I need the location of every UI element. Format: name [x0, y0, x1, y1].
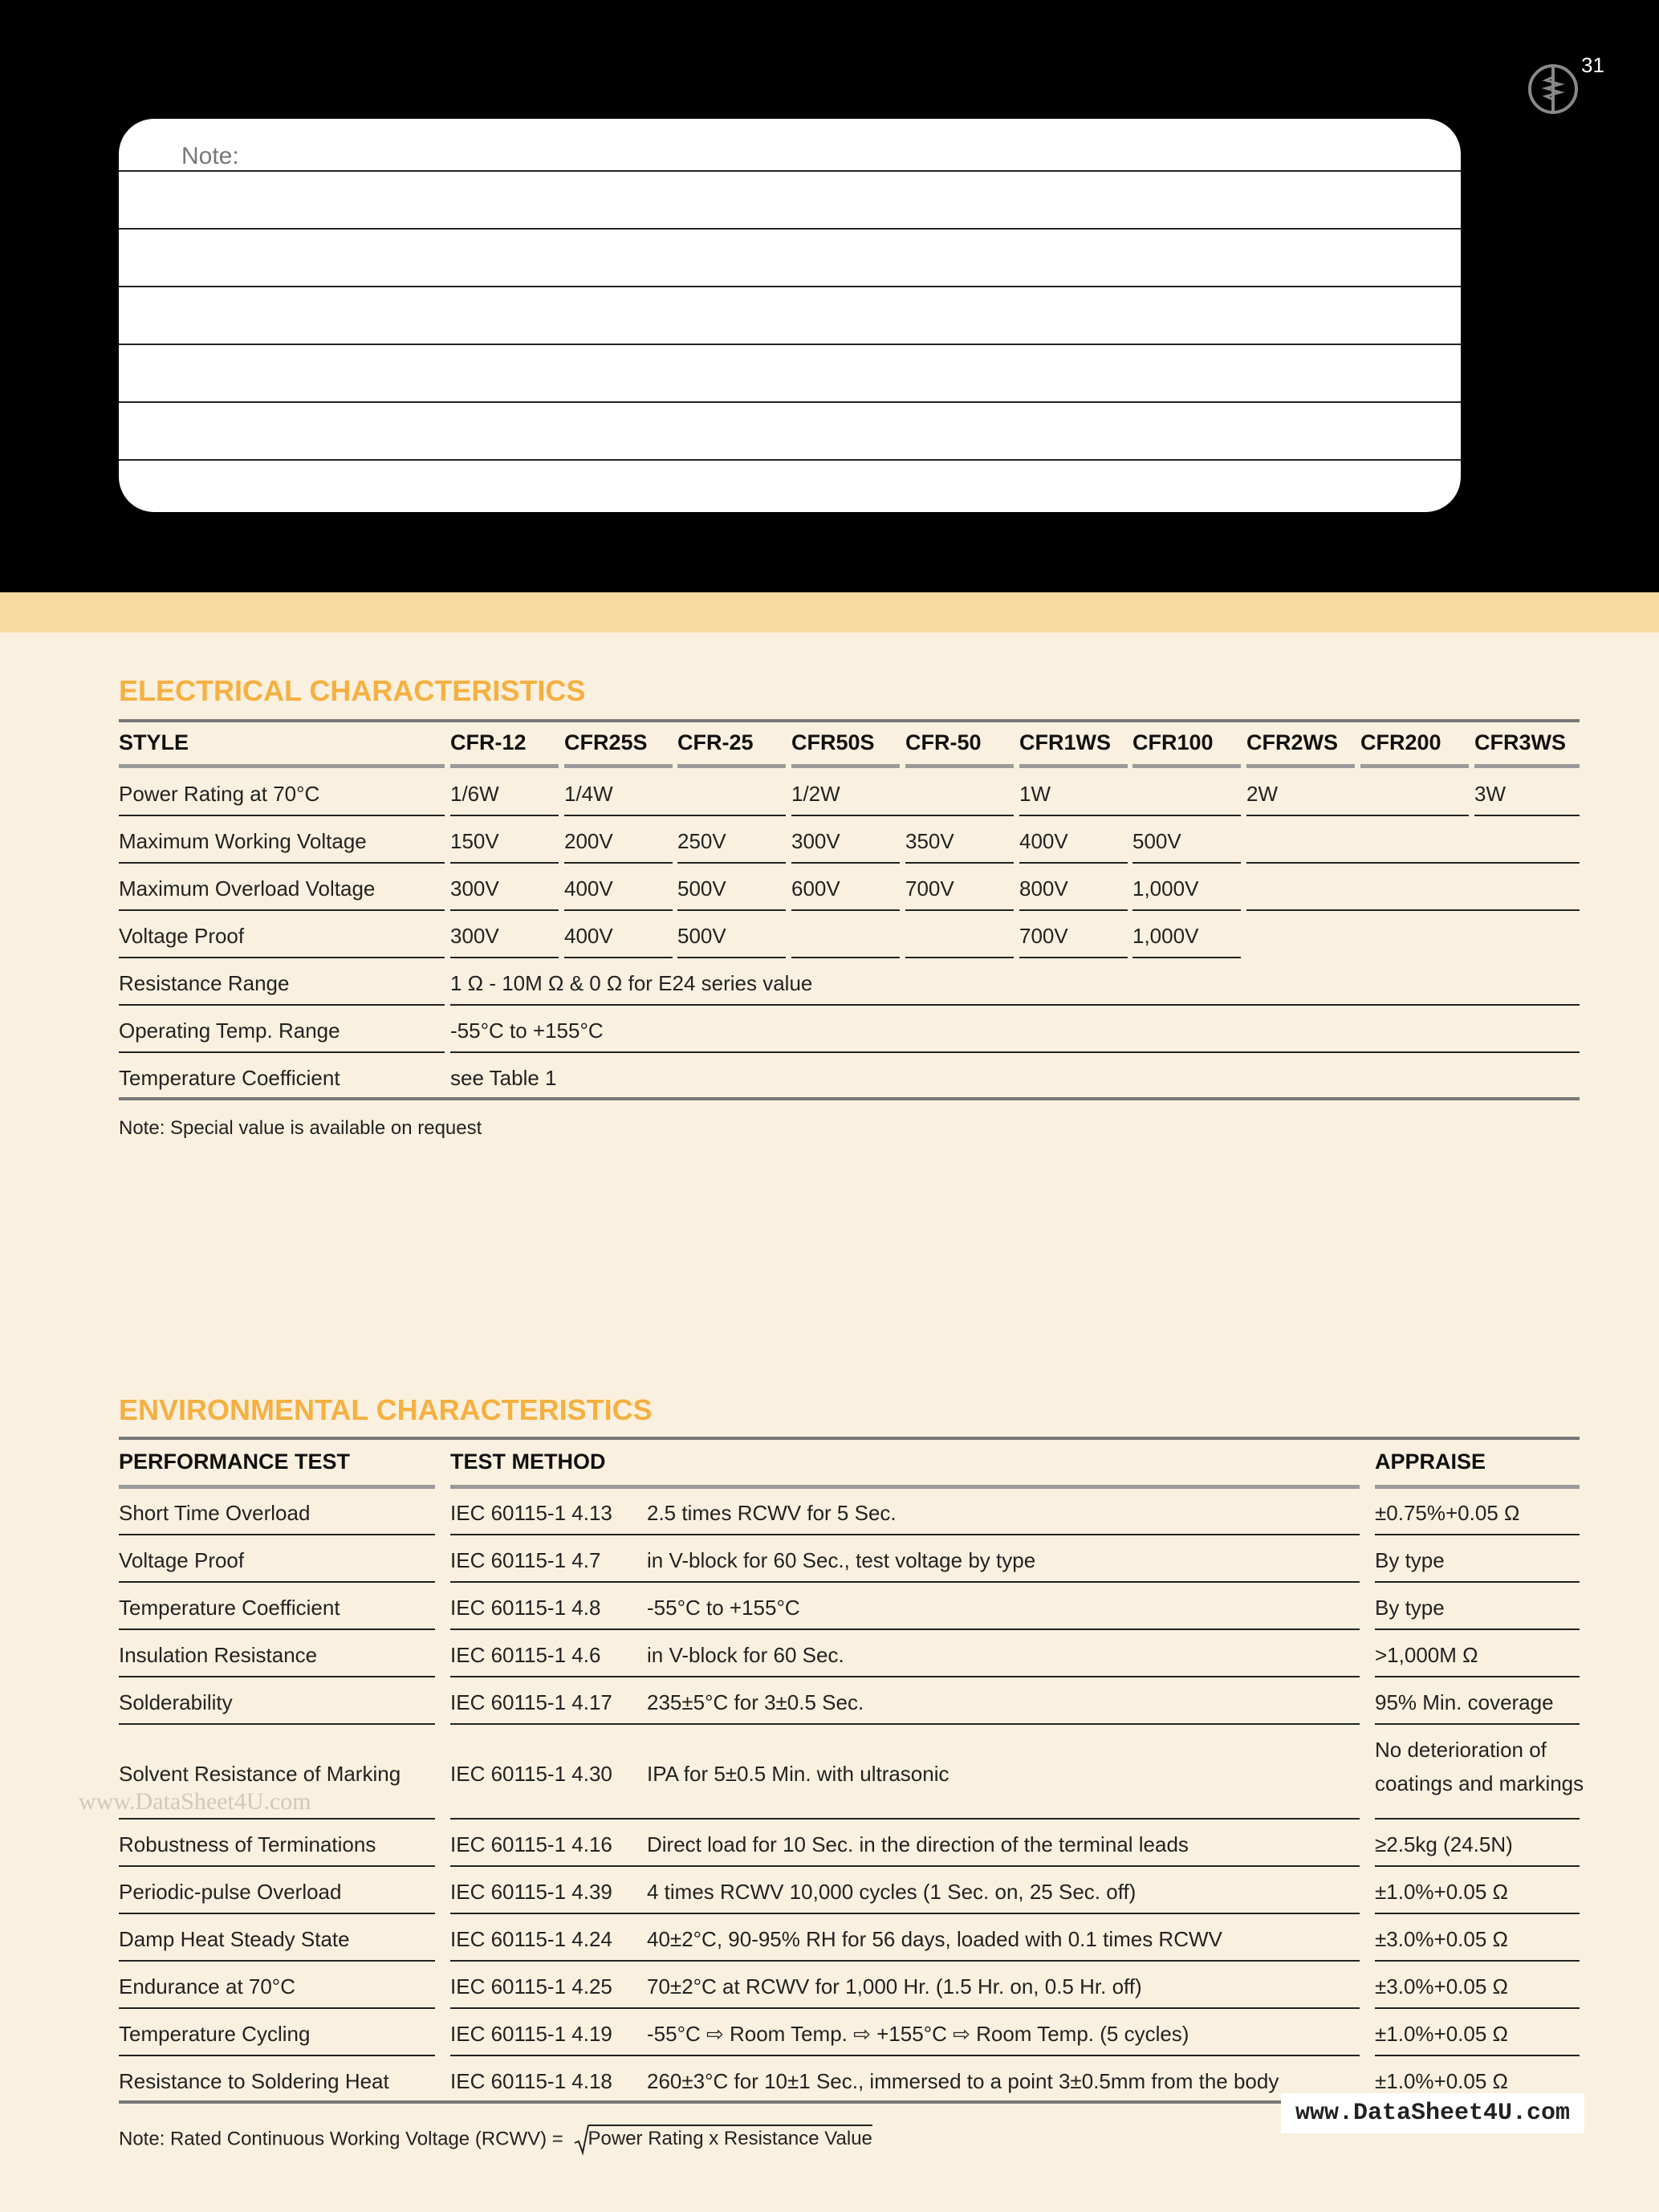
row-rule	[791, 957, 900, 958]
test-name: Damp Heat Steady State	[119, 1927, 350, 1951]
row-rule	[791, 862, 900, 864]
row-rule	[450, 2055, 1360, 2056]
test-method: Direct load for 10 Sec. in the direction of the terminal leads	[647, 1832, 1189, 1856]
appraise-value: ±1.0%+0.05 Ω	[1375, 2022, 1508, 2046]
header-test-method: TEST METHOD	[450, 1450, 606, 1474]
note-line	[119, 228, 1461, 230]
test-standard: IEC 60115-1 4.16	[450, 1832, 612, 1856]
appraise-value: ±3.0%+0.05 Ω	[1375, 1974, 1508, 1999]
row-rule	[119, 1723, 435, 1725]
cell-value: 400V	[564, 924, 613, 948]
row-rule	[677, 909, 786, 911]
test-name: Voltage Proof	[119, 1548, 245, 1572]
row-rule	[791, 815, 1014, 816]
test-standard: IEC 60115-1 4.25	[450, 1974, 612, 1999]
square-root-icon	[574, 2124, 590, 2156]
appraise-value: >1,000M Ω	[1375, 1643, 1478, 1667]
electrical-note: Note: Special value is available on request	[119, 1117, 482, 1139]
row-rule	[450, 815, 559, 816]
cell-value: 500V	[677, 924, 726, 948]
row-rule	[450, 1629, 1360, 1630]
row-rule	[1375, 2007, 1580, 2009]
cell-value: 400V	[564, 876, 613, 901]
test-name: Robustness of Terminations	[119, 1832, 376, 1856]
test-method: -55°C ⇨ Room Temp. ⇨ +155°C ⇨ Room Temp. (5 cycles)	[647, 2022, 1189, 2046]
header-rule	[905, 764, 1014, 768]
row-rule	[119, 1676, 435, 1677]
row-label: Voltage Proof	[119, 924, 245, 948]
span-value: -55°C to +155°C	[450, 1019, 604, 1043]
row-rule	[119, 2055, 435, 2056]
row-rule	[1375, 1865, 1580, 1867]
row-rule	[1019, 909, 1128, 911]
header-model: CFR-25	[677, 730, 754, 754]
table-row	[119, 865, 1580, 913]
row-rule	[1246, 909, 1580, 911]
row-rule	[119, 815, 445, 816]
row-rule	[1375, 1723, 1580, 1725]
watermark-side: www.DataSheet4U.com	[79, 1788, 311, 1815]
test-name: Solvent Resistance of Marking	[119, 1762, 401, 1786]
note-line	[119, 170, 1461, 172]
table-row	[119, 1490, 1580, 1537]
cell-value: 250V	[677, 829, 726, 853]
test-method: 70±2°C at RCWV for 1,000 Hr. (1.5 Hr. on, 0.5 Hr. off)	[647, 1974, 1142, 1999]
header-model: CFR100	[1132, 730, 1214, 754]
appraise-value: ±1.0%+0.05 Ω	[1375, 1880, 1508, 1904]
table-top-rule	[119, 1437, 1580, 1440]
row-rule	[119, 1051, 445, 1053]
test-method: 235±5°C for 3±0.5 Sec.	[647, 1690, 864, 1714]
cell-value: 300V	[450, 924, 499, 948]
test-standard: IEC 60115-1 4.39	[450, 1880, 612, 1904]
row-rule	[450, 1818, 1360, 1820]
table-row	[119, 2011, 1580, 2058]
cell-value: 800V	[1019, 876, 1068, 901]
table-row	[119, 1726, 1584, 1821]
header-rule	[1474, 764, 1580, 768]
table-row	[119, 1821, 1580, 1868]
row-rule	[119, 1913, 435, 1914]
header-rule	[1019, 764, 1128, 768]
row-rule	[1375, 1581, 1580, 1583]
row-rule	[1019, 862, 1128, 864]
row-rule	[119, 1534, 435, 1535]
row-rule	[564, 815, 786, 816]
appraise-value: coatings and markings	[1375, 1771, 1584, 1795]
header-rule	[119, 1485, 435, 1489]
row-rule	[450, 1913, 1360, 1914]
test-method: 40±2°C, 90-95% RH for 56 days, loaded with 0.1 times RCWV	[647, 1927, 1222, 1951]
cell-value: 300V	[791, 829, 840, 853]
appraise-value: No deterioration of	[1375, 1738, 1547, 1762]
environmental-header-row	[119, 1440, 1580, 1488]
cell-value: 300V	[450, 876, 499, 901]
header-model: CFR25S	[564, 730, 648, 754]
appraise-value: ±3.0%+0.05 Ω	[1375, 1927, 1508, 1951]
table-row	[119, 1868, 1580, 1916]
cell-value: 3W	[1474, 782, 1506, 806]
row-rule	[564, 909, 673, 911]
test-method: in V-block for 60 Sec., test voltage by type	[647, 1548, 1036, 1572]
header-model: CFR50S	[791, 730, 875, 754]
row-rule	[1375, 1913, 1580, 1914]
environmental-heading: ENVIRONMENTAL CHARACTERISTICS	[119, 1393, 653, 1426]
row-rule	[1474, 815, 1580, 816]
header-model: CFR200	[1360, 730, 1441, 754]
test-name: Endurance at 70°C	[119, 1974, 295, 1999]
row-rule	[450, 862, 559, 864]
row-label: Maximum Working Voltage	[119, 829, 367, 853]
test-standard: IEC 60115-1 4.18	[450, 2069, 612, 2093]
row-rule	[1132, 909, 1241, 911]
appraise-value: By type	[1375, 1596, 1445, 1620]
header-rule	[677, 764, 786, 768]
row-rule	[119, 1960, 435, 1962]
row-rule	[450, 1051, 1580, 1053]
row-rule	[450, 1676, 1360, 1677]
row-rule	[119, 1629, 435, 1630]
test-name: Temperature Coefficient	[119, 1596, 340, 1620]
row-rule	[677, 957, 786, 958]
cell-value: 350V	[905, 829, 954, 853]
row-rule	[905, 862, 1014, 864]
header-performance-test: PERFORMANCE TEST	[119, 1450, 351, 1474]
cell-value: 500V	[1132, 829, 1181, 853]
row-rule	[450, 1960, 1360, 1962]
test-standard: IEC 60115-1 4.19	[450, 2022, 612, 2046]
note-label: Note:	[181, 143, 239, 169]
row-label: Resistance Range	[119, 971, 290, 995]
test-name: Resistance to Soldering Heat	[119, 2069, 389, 2093]
row-label: Operating Temp. Range	[119, 1019, 340, 1043]
header-model: CFR3WS	[1474, 730, 1566, 754]
span-value: see Table 1	[450, 1066, 557, 1090]
test-method: 260±3°C for 10±1 Sec., immersed to a point 3±0.5mm from the body	[647, 2069, 1279, 2093]
electrical-heading: ELECTRICAL CHARACTERISTICS	[119, 674, 586, 707]
note-prefix: Note: Rated Continuous Working Voltage (RCWV) =	[119, 2128, 563, 2150]
header-appraise: APPRAISE	[1375, 1450, 1486, 1474]
row-rule	[1019, 957, 1128, 958]
row-rule	[1375, 1818, 1580, 1820]
row-rule	[905, 957, 1014, 958]
watermark-corner: www.DataSheet4U.com	[1281, 2093, 1584, 2133]
row-rule	[1375, 1629, 1580, 1630]
test-standard: IEC 60115-1 4.13	[450, 1501, 612, 1525]
test-standard: IEC 60115-1 4.8	[450, 1596, 601, 1620]
row-rule	[119, 862, 445, 864]
appraise-value: ±1.0%+0.05 Ω	[1375, 2069, 1508, 2093]
appraise-value: 95% Min. coverage	[1375, 1690, 1554, 1714]
test-name: Periodic-pulse Overload	[119, 1880, 342, 1904]
header-rule	[450, 764, 559, 768]
note-line	[119, 459, 1461, 461]
row-rule	[564, 862, 673, 864]
cell-value: 150V	[450, 829, 499, 853]
cell-value: 200V	[564, 829, 613, 853]
test-standard: IEC 60115-1 4.30	[450, 1762, 612, 1786]
cell-value: 1,000V	[1132, 876, 1199, 901]
header-rule	[1375, 1485, 1580, 1489]
test-name: Solderability	[119, 1690, 233, 1714]
row-label: Temperature Coefficient	[119, 1066, 340, 1090]
table-row	[119, 1537, 1580, 1584]
row-rule	[119, 2007, 435, 2009]
cell-value: 600V	[791, 876, 840, 901]
table-bottom-rule	[119, 1097, 1580, 1100]
header-rule	[564, 764, 673, 768]
row-rule	[119, 957, 445, 958]
note-line	[119, 344, 1461, 345]
header-model: CFR2WS	[1246, 730, 1338, 754]
table-row	[119, 818, 1580, 865]
cell-value: 700V	[1019, 924, 1068, 948]
test-method: -55°C to +155°C	[647, 1596, 800, 1620]
row-rule	[119, 1581, 435, 1583]
row-rule	[450, 909, 559, 911]
test-method: IPA for 5±0.5 Min. with ultrasonic	[647, 1762, 949, 1786]
table-row	[119, 960, 1580, 1007]
header-rule	[450, 1485, 1360, 1489]
header-model: CFR-50	[905, 730, 982, 754]
row-rule	[450, 1004, 1580, 1006]
table-row	[119, 1055, 1580, 1102]
row-rule	[1019, 815, 1241, 816]
note-line	[119, 401, 1461, 403]
page-number: 31	[1581, 53, 1604, 77]
row-rule	[119, 1818, 435, 1820]
row-rule	[791, 909, 900, 911]
row-rule	[1246, 862, 1580, 864]
row-rule	[1246, 815, 1469, 816]
test-standard: IEC 60115-1 4.24	[450, 1927, 612, 1951]
test-method: 4 times RCWV 10,000 cycles (1 Sec. on, 25 Sec. off)	[647, 1880, 1136, 1904]
row-rule	[677, 862, 786, 864]
row-rule	[1132, 862, 1241, 864]
row-rule	[450, 1534, 1360, 1535]
test-name: Temperature Cycling	[119, 2022, 311, 2046]
cell-value: 1W	[1019, 782, 1051, 806]
table-row	[119, 1679, 1580, 1726]
cell-value: 1/2W	[791, 782, 840, 806]
cell-value: 500V	[677, 876, 726, 901]
header-rule	[119, 764, 445, 768]
row-label: Maximum Overload Voltage	[119, 876, 376, 901]
row-rule	[450, 1723, 1360, 1725]
span-value: 1 Ω - 10M Ω & 0 Ω for E24 series value	[450, 971, 813, 995]
cell-value: 400V	[1019, 829, 1068, 853]
row-rule	[564, 957, 673, 958]
cell-value: 700V	[905, 876, 954, 901]
row-rule	[1375, 2055, 1580, 2056]
row-rule	[119, 909, 445, 911]
row-rule	[450, 1865, 1360, 1867]
header-rule	[791, 764, 900, 768]
header-model: CFR1WS	[1019, 730, 1111, 754]
header-model: CFR-12	[450, 730, 527, 754]
table-row	[119, 1916, 1580, 1963]
header-rule	[1360, 764, 1469, 768]
row-rule	[450, 957, 559, 958]
test-method: 2.5 times RCWV for 5 Sec.	[647, 1501, 897, 1525]
table-row	[119, 1963, 1580, 2011]
cell-value: 1,000V	[1132, 924, 1199, 948]
row-rule	[1375, 1676, 1580, 1677]
row-rule	[119, 1865, 435, 1867]
test-name: Short Time Overload	[119, 1501, 311, 1525]
accent-band	[0, 592, 1659, 632]
table-row	[119, 1007, 1580, 1055]
test-standard: IEC 60115-1 4.7	[450, 1548, 601, 1572]
appraise-value: By type	[1375, 1548, 1445, 1572]
header-rule	[1246, 764, 1355, 768]
row-rule	[450, 1581, 1360, 1583]
cell-value: 1/4W	[564, 782, 613, 806]
header-style: STYLE	[119, 730, 189, 754]
table-row	[119, 913, 1580, 960]
cell-value: 2W	[1246, 782, 1278, 806]
row-rule	[450, 2007, 1360, 2009]
electrical-header-row	[119, 722, 1580, 767]
appraise-value: ±0.75%+0.05 Ω	[1375, 1501, 1520, 1525]
resistor-circle-icon	[1527, 63, 1580, 116]
header-rule	[1132, 764, 1241, 768]
note-line	[119, 286, 1461, 287]
cell-value: 1/6W	[450, 782, 499, 806]
environmental-note	[119, 2124, 872, 2156]
row-label: Power Rating at 70°C	[119, 782, 320, 806]
row-rule	[1132, 957, 1241, 958]
appraise-value: ≥2.5kg (24.5N)	[1375, 1832, 1513, 1856]
row-rule	[1375, 1534, 1580, 1535]
table-row	[119, 1584, 1580, 1632]
table-top-rule	[119, 719, 1580, 722]
table-row	[119, 1632, 1580, 1679]
test-method: in V-block for 60 Sec.	[647, 1643, 844, 1667]
note-box	[119, 119, 1461, 512]
row-rule	[905, 909, 1014, 911]
row-rule	[119, 1004, 445, 1006]
test-standard: IEC 60115-1 4.17	[450, 1690, 612, 1714]
note-formula: Power Rating x Resistance Value	[588, 2125, 872, 2149]
test-name: Insulation Resistance	[119, 1643, 318, 1667]
row-rule	[1375, 1960, 1580, 1962]
test-standard: IEC 60115-1 4.6	[450, 1643, 601, 1667]
table-row	[119, 771, 1580, 818]
